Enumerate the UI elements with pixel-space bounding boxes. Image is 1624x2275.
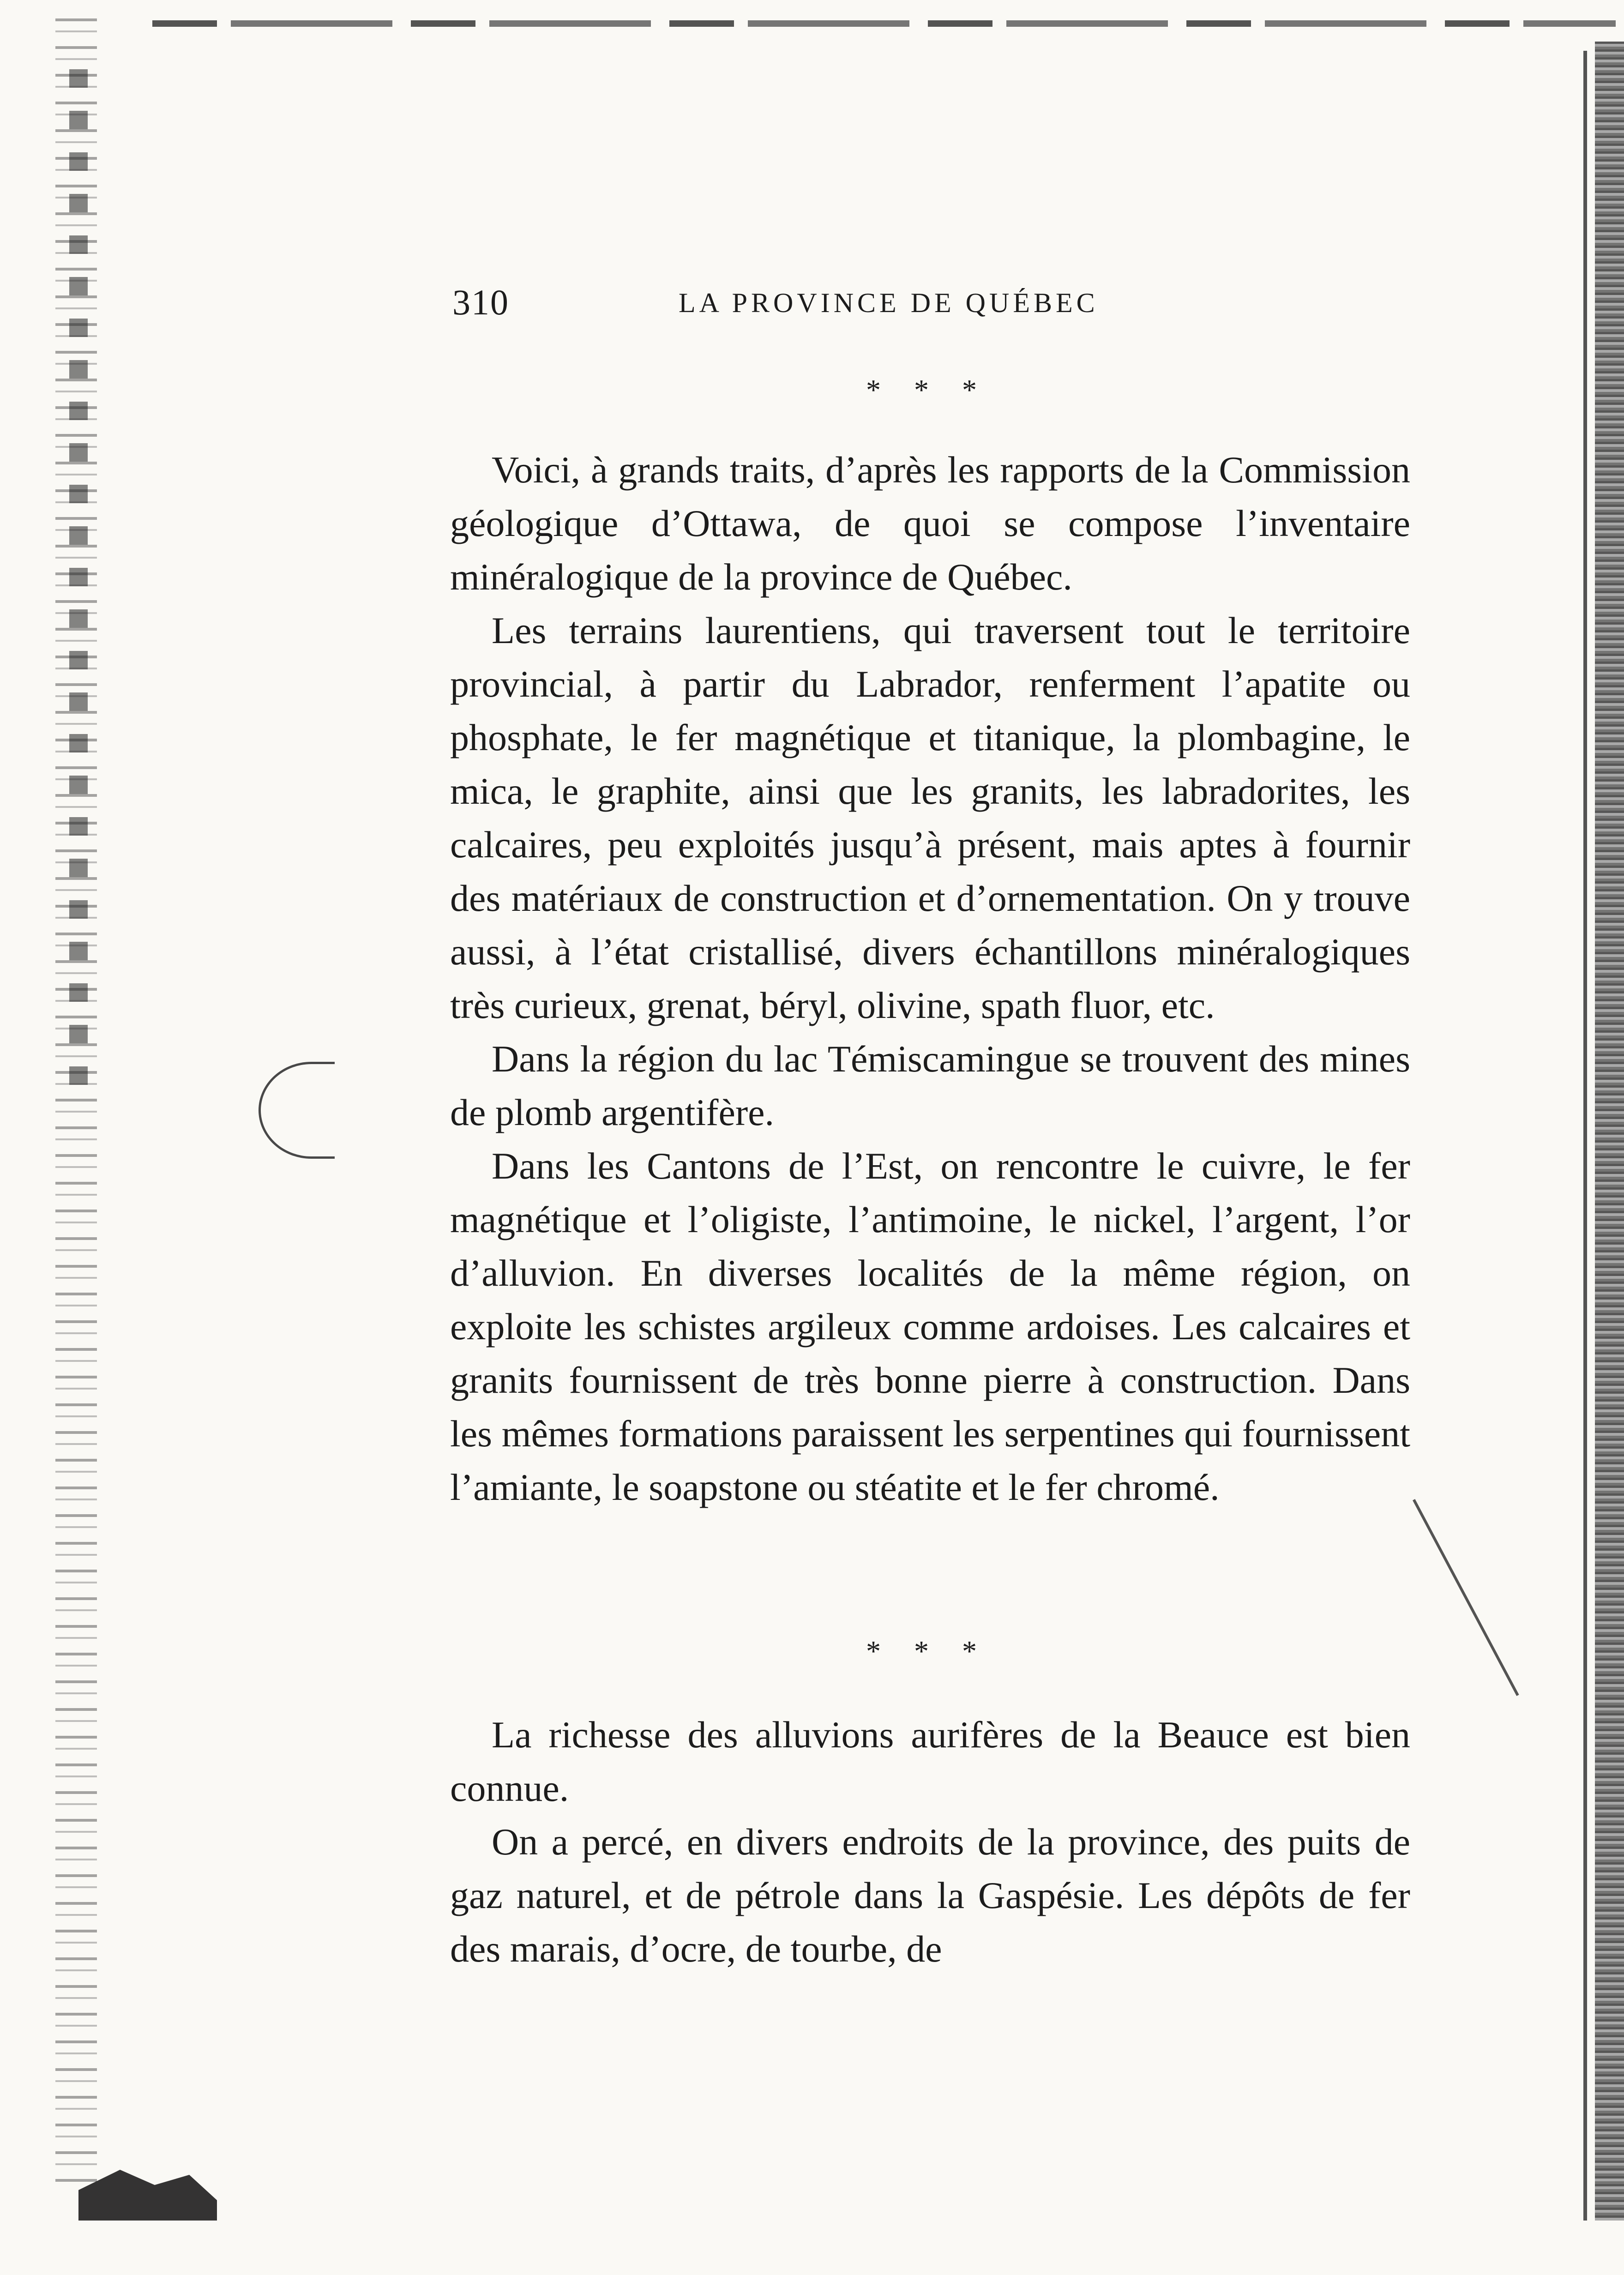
scan-top-edge	[152, 20, 1616, 27]
scan-right-border-line	[1583, 51, 1587, 2221]
running-title: LA PROVINCE DE QUÉBEC	[679, 288, 1099, 318]
scan-right-page-edge	[1595, 42, 1624, 2221]
paragraph: La richesse des alluvions aurifères de la Beauce est bien connue.	[450, 1714, 1410, 1809]
section-separator-middle: * * *	[866, 1635, 990, 1667]
paragraph: Dans la région du lac Témiscamingue se trouvent des mines de plomb argentifère.	[450, 1038, 1410, 1133]
section-minerals	[450, 443, 1410, 1514]
paragraph: On a percé, en divers endroits de la province, des puits de gaz naturel, et de pétrole dans la Gaspésie. Les dépôts de fer des marais, d’ocre, de tourbe, de	[450, 1821, 1410, 1970]
paragraph: Les terrains laurentiens, qui traversent tout le territoire provincial, à partir du Labrador, renferment l’apatite ou phosphate, le fer magnétique et titanique, la plombagine, le mica, le graphite, ainsi que les granits, les labradorites, les calcaires, peu exploités jusqu’à présent, mais aptes à fournir des matériaux de construction et d’ornementation. On y trouve aussi, à l’état cristallisé, divers échantillons minéralogiques très curieux, grenat, béryl, olivine, spath fluor, etc.	[450, 609, 1410, 1026]
scan-left-binding-shadow	[69, 69, 88, 1085]
section-separator-top: * * *	[866, 373, 990, 406]
scan-ink-blot	[78, 2170, 217, 2221]
section-alluvions	[450, 1708, 1410, 1976]
page-number: 310	[452, 282, 509, 322]
pencil-stroke-mark	[1413, 1499, 1519, 1696]
running-head	[452, 282, 1329, 328]
paragraph: Dans les Cantons de l’Est, on rencontre le cuivre, le fer magnétique et l’oligiste, l’antimoine, le nickel, l’argent, l’or d’alluvion. En diverses localités de la même région, on exploite les schistes argileux comme ardoises. Les calcaires et granits fournissent de très bonne pierre à construction. Dans les mêmes formations paraissent les serpentines qui fournissent l’amiante, le soapstone ou stéatite et le fer chromé.	[450, 1145, 1410, 1508]
paragraph: Voici, à grands traits, d’après les rapports de la Commission géologique d’Ottawa, de quoi se compose l’inventaire minéralogique de la province de Québec.	[450, 449, 1410, 598]
pencil-bracket-mark	[259, 1062, 335, 1159]
